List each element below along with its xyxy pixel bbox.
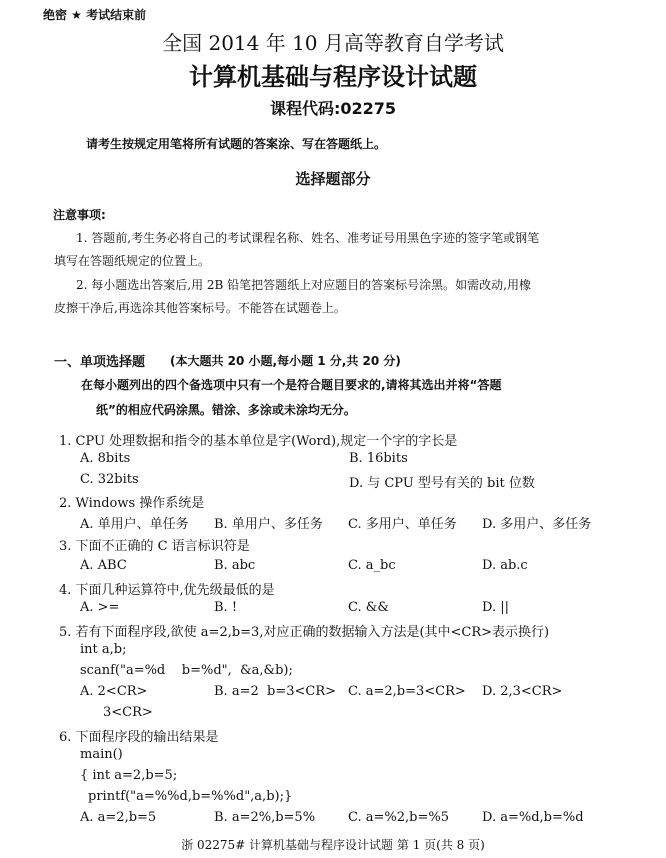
question-4-stem: 4. 下面几种运算符中,优先级最低的是 (59, 583, 275, 598)
confidential-label: 绝密 ★ 考试结束前 (43, 8, 147, 22)
question-2-option-d: D. 多用户、多任务 (482, 517, 592, 532)
question-5-code-line-2: scanf("a=%d b=%d", &a,&b); (80, 663, 293, 678)
question-2-stem: 2. Windows 操作系统是 (59, 496, 205, 511)
question-1-option-a: A. 8bits (80, 451, 131, 466)
question-5-option-a-continued: 3<CR> (103, 705, 153, 720)
question-5-code-line-1: int a,b; (80, 642, 127, 657)
question-2-option-a: A. 单用户、单任务 (80, 517, 189, 532)
question-1-stem: 1. CPU 处理数据和指令的基本单位是字(Word),规定一个字的字长是 (59, 434, 458, 449)
note-2-line-1: 2. 每小题选出答案后,用 2B 铅笔把答题纸上对应题目的答案标号涂黑。如需改动,用橡 (76, 278, 531, 292)
question-1-option-d: D. 与 CPU 型号有关的 bit 位数 (349, 476, 535, 491)
course-code: 课程代码:02275 (269, 99, 397, 118)
question-6-option-c: C. a=%2,b=%5 (348, 810, 449, 825)
question-6-stem: 6. 下面程序段的输出结果是 (59, 730, 219, 745)
question-5-stem: 5. 若有下面程序段,欲使 a=2,b=3,对应正确的数据输入方法是(其中<CR>表示换行) (59, 625, 550, 640)
question-6-code-line-2: { int a=2,b=5; (80, 768, 178, 783)
question-5-option-a: A. 2<CR> (80, 684, 148, 699)
question-5-option-b: B. a=2 b=3<CR> (214, 684, 337, 699)
question-6-code-line-1: main() (80, 747, 123, 762)
question-6-option-a: A. a=2,b=5 (80, 810, 157, 825)
question-4-option-a: A. >= (80, 600, 120, 615)
question-5-option-d: D. 2,3<CR> (482, 684, 563, 699)
question-4-option-b: B. ! (214, 600, 238, 615)
question-2-option-c: C. 多用户、单任务 (348, 517, 457, 532)
notes-heading: 注意事项: (53, 208, 106, 222)
question-3-option-c: C. a_bc (348, 558, 396, 573)
answer-instruction: 请考生按规定用笔将所有试题的答案涂、写在答题纸上。 (86, 137, 387, 151)
section-title: 选择题部分 (295, 170, 371, 188)
question-3-option-a: A. ABC (80, 558, 127, 573)
note-2-line-2: 皮擦干净后,再选涂其他答案标号。不能答在试题卷上。 (54, 301, 346, 315)
question-4-option-d: D. || (482, 600, 509, 615)
page-footer: 浙 02275# 计算机基础与程序设计试题 第 1 页(共 8 页) (181, 838, 485, 852)
part1-score-note: (本大题共 20 小题,每小题 1 分,共 20 分) (170, 354, 401, 368)
subject-title: 计算机基础与程序设计试题 (189, 63, 477, 91)
question-6-code-line-3: printf("a=%%d,b=%%d",a,b);} (88, 789, 293, 804)
question-2-option-b: B. 单用户、多任务 (214, 517, 323, 532)
part1-desc-line-1: 在每小题列出的四个备选项中只有一个是符合题目要求的,请将其选出并将“答题 (81, 378, 502, 392)
question-4-option-c: C. && (348, 600, 389, 615)
question-1-option-b: B. 16bits (349, 451, 408, 466)
part1-desc-line-2: 纸”的相应代码涂黑。错涂、多涂或未涂均无分。 (96, 403, 356, 417)
note-1-line-2: 填写在答题纸规定的位置上。 (54, 254, 211, 268)
note-1-line-1: 1. 答题前,考生务必将自己的考试课程名称、姓名、准考证号用黑色字迹的签字笔或钢笔 (76, 231, 540, 245)
question-1-option-c: C. 32bits (80, 472, 139, 487)
question-6-option-b: B. a=2%,b=5% (214, 810, 316, 825)
question-3-stem: 3. 下面不正确的 C 语言标识符是 (59, 539, 250, 554)
question-3-option-b: B. abc (214, 558, 256, 573)
question-6-option-d: D. a=%d,b=%d (482, 810, 584, 825)
exam-title: 全国 2014 年 10 月高等教育自学考试 (162, 31, 504, 55)
question-3-option-d: D. ab.c (482, 558, 528, 573)
part1-heading: 一、单项选择题 (54, 355, 146, 370)
question-5-option-c: C. a=2,b=3<CR> (348, 684, 466, 699)
